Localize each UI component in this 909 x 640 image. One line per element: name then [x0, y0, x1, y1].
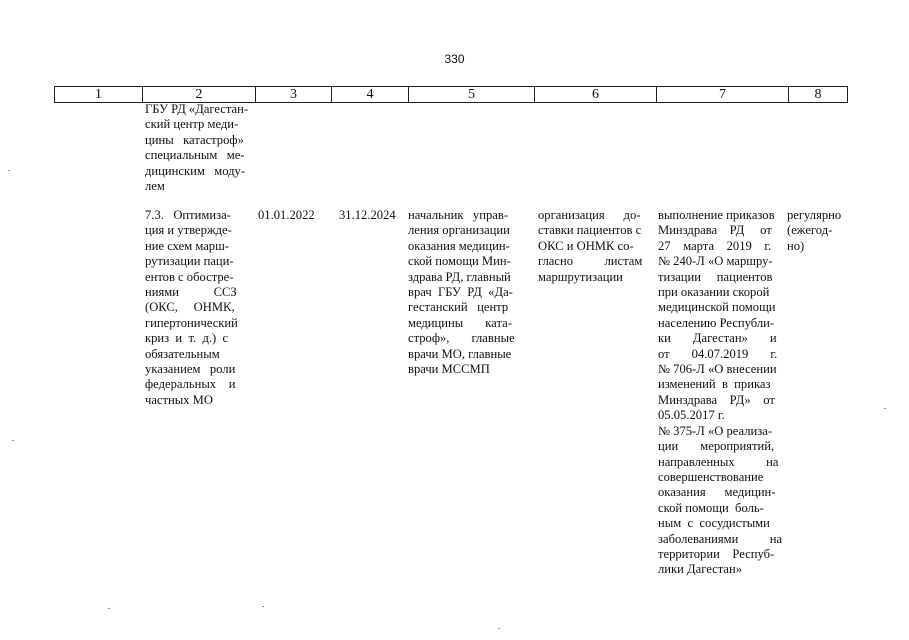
- header-col-4: 4: [366, 87, 374, 102]
- header-col-8: 8: [814, 87, 822, 102]
- header-col-7: 7: [719, 87, 726, 102]
- row-7-3-responsible-text: начальник управ- ления организации оказания медицин- ской помощи Мин- здрава РД, главный врач ГБУ РД «Да- гестанский центр медицины ката- строф», главные врачи МО, главные врачи МССМП: [408, 208, 515, 377]
- page-number: 330: [444, 52, 465, 66]
- header-col-6: 6: [592, 87, 599, 102]
- row-7-3-document-text: выполнение приказов Минздрава РД от 27 марта 2019 г. № 240-Л «О маршру- тизации пациентов при оказании скорой медицинской помощи населению Республи- ки Дагестан» и от 04.07.2019 г. № 706-Л «О внесении изменений в приказ Минздрава РД» от 05.05.2017 г. № 375-Л «О реализа- ции мероприятий, направленных на совершенствование оказания медицин- ской помощи боль- ным с сосудистыми заболеваниями на территории Респуб- лики Дагестан»: [658, 208, 783, 577]
- row-7-3-frequency-text: регулярно (ежегод- но): [787, 208, 842, 253]
- scan-speck: [262, 606, 264, 607]
- row-7-3-end-date: 31.12.2024: [339, 208, 396, 222]
- scan-speck: [108, 608, 110, 609]
- row-7-3-start-date: 01.01.2022: [258, 208, 315, 222]
- header-col-1: 1: [95, 87, 102, 102]
- row-7-3-result-text: организация до- ставки пациентов с ОКС и ОНМК со- гласно листам маршрутизации: [538, 208, 643, 284]
- table-header-row: [54, 86, 848, 103]
- continuation-col-2-text: ГБУ РД «Дагестан- ский центр меди- цины катастроф» специальным ме- дицинским моду- лем: [145, 102, 249, 194]
- scan-speck: [8, 170, 10, 171]
- column-divider: [847, 87, 848, 102]
- header-col-2: 2: [195, 87, 203, 102]
- scan-speck: [498, 628, 500, 629]
- scan-speck: [12, 440, 14, 441]
- scan-speck: [884, 408, 886, 409]
- header-col-5: 5: [468, 87, 475, 102]
- row-7-3-measure-text: 7.3. Оптимиза- ция и утвержде- ние схем марш- рутизации паци- ентов с обостре- ниями ССЗ (ОКС, ОНМК, гипертонический криз и т. д.) с обязательным указанием роли федеральных и частных МО: [145, 208, 238, 407]
- header-col-3: 3: [290, 87, 297, 102]
